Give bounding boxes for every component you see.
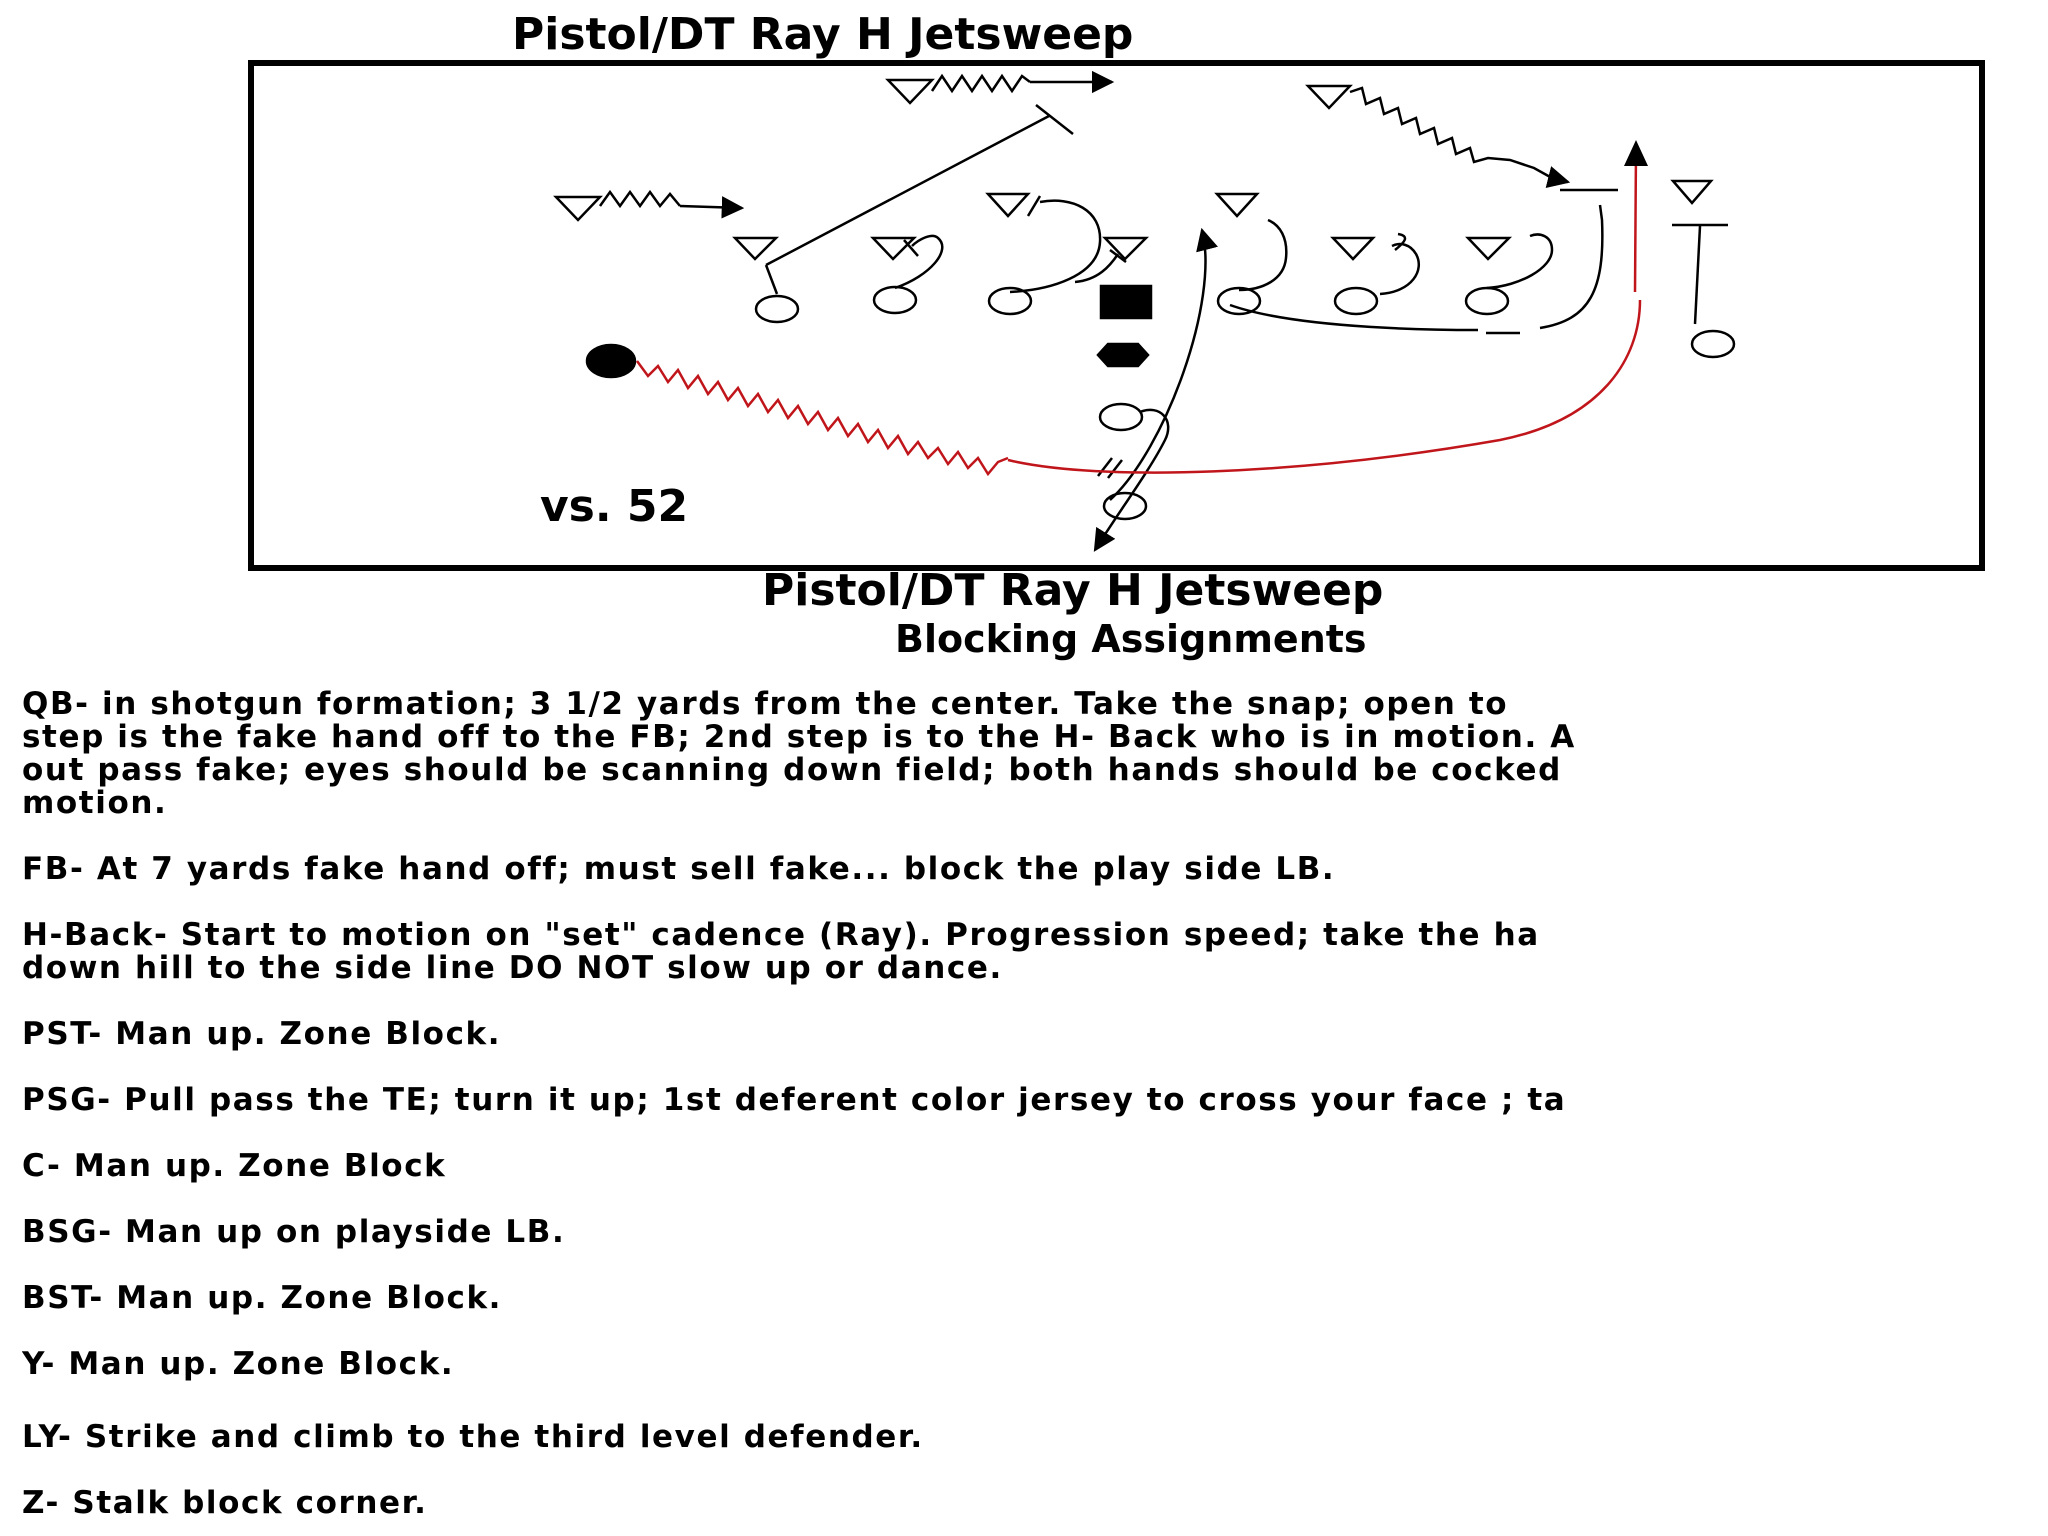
assignment-line: BSG- Man up on playside LB. xyxy=(22,1216,566,1249)
defender-triangle xyxy=(988,194,1028,216)
defender-triangle xyxy=(735,238,776,259)
defender-zigzag xyxy=(1350,88,1552,178)
assignment-line: H-Back- Start to motion on "set" cadence (Ray). Progression speed; take the ha xyxy=(22,919,1540,953)
diagram-title: Pistol/DT Ray H Jetsweep xyxy=(512,9,1134,60)
assignment-line: step is the fake hand off to the FB; 2nd step is to the H- Back who is in motion. A xyxy=(22,719,1576,755)
player-circle xyxy=(1218,288,1260,314)
defender-zigzag xyxy=(600,192,680,206)
assignment-line: Y- Man up. Zone Block. xyxy=(22,1348,455,1381)
assignment-h-back xyxy=(22,919,2048,985)
assignment-ly xyxy=(22,1421,2048,1454)
assignment-z xyxy=(22,1487,2048,1520)
player-circle xyxy=(1335,288,1377,314)
h-back-filled xyxy=(587,345,635,377)
assignment-line: FB- At 7 yards fake hand off; must sell fake... block the play side LB. xyxy=(22,853,1336,886)
assignment-line: Z- Stalk block corner. xyxy=(22,1487,428,1520)
assignment-pst xyxy=(22,1018,2048,1051)
player-circle xyxy=(1466,288,1508,314)
section-title: Pistol/DT Ray H Jetsweep xyxy=(762,565,1384,616)
assignment-y xyxy=(22,1348,2048,1381)
player-circle xyxy=(1692,331,1734,357)
defender-triangle xyxy=(1673,181,1711,203)
player-circle xyxy=(1100,404,1142,430)
jet-arrowhead xyxy=(1624,140,1648,166)
defender-triangle xyxy=(1333,238,1373,259)
defender-movements xyxy=(600,76,1568,208)
player-circle xyxy=(756,296,798,322)
blocking-assignments xyxy=(22,688,2048,1520)
assignment-line: LY- Strike and climb to the third level defender. xyxy=(22,1421,924,1454)
assignment-bsg xyxy=(22,1216,2048,1249)
defender-triangle xyxy=(873,238,914,259)
defender-zigzag xyxy=(932,76,1030,91)
play-diagram xyxy=(0,0,2048,620)
assignment-qb xyxy=(22,688,2048,820)
defender-triangle xyxy=(888,80,932,103)
defender-triangle xyxy=(556,197,600,220)
assignment-line: out pass fake; eyes should be scanning down field; both hands should be cocked xyxy=(22,752,1562,788)
assignment-line: C- Man up. Zone Block xyxy=(22,1150,447,1183)
assignment-line: BST- Man up. Zone Block. xyxy=(22,1282,503,1315)
assignment-line: PSG- Pull pass the TE; turn it up; 1st deferent color jersey to cross your face ; ta xyxy=(22,1084,1567,1117)
assignment-line: QB- in shotgun formation; 3 1/2 yards from the center. Take the snap; open to xyxy=(22,688,1509,722)
assignment-line: PST- Man up. Zone Block. xyxy=(22,1018,502,1051)
player-circle xyxy=(874,287,916,313)
assignment-c xyxy=(22,1150,2048,1183)
defense-front-label: vs. 52 xyxy=(540,481,689,532)
defender-triangle xyxy=(1217,194,1257,216)
section-subtitle: Blocking Assignments xyxy=(895,617,1367,661)
defender-triangle xyxy=(1468,238,1509,259)
defender-triangle xyxy=(1308,86,1350,108)
assignment-fb xyxy=(22,853,2048,886)
blocking-paths xyxy=(766,105,1728,550)
assignment-psg xyxy=(22,1084,2048,1117)
assignment-line: motion. xyxy=(22,785,168,820)
defender-triangle xyxy=(1105,238,1146,259)
assignment-bst xyxy=(22,1282,2048,1315)
qb-hexagon xyxy=(1098,344,1148,366)
center-square xyxy=(1101,286,1151,318)
assignment-line: down hill to the side line DO NOT slow up or dance. xyxy=(22,950,1003,985)
